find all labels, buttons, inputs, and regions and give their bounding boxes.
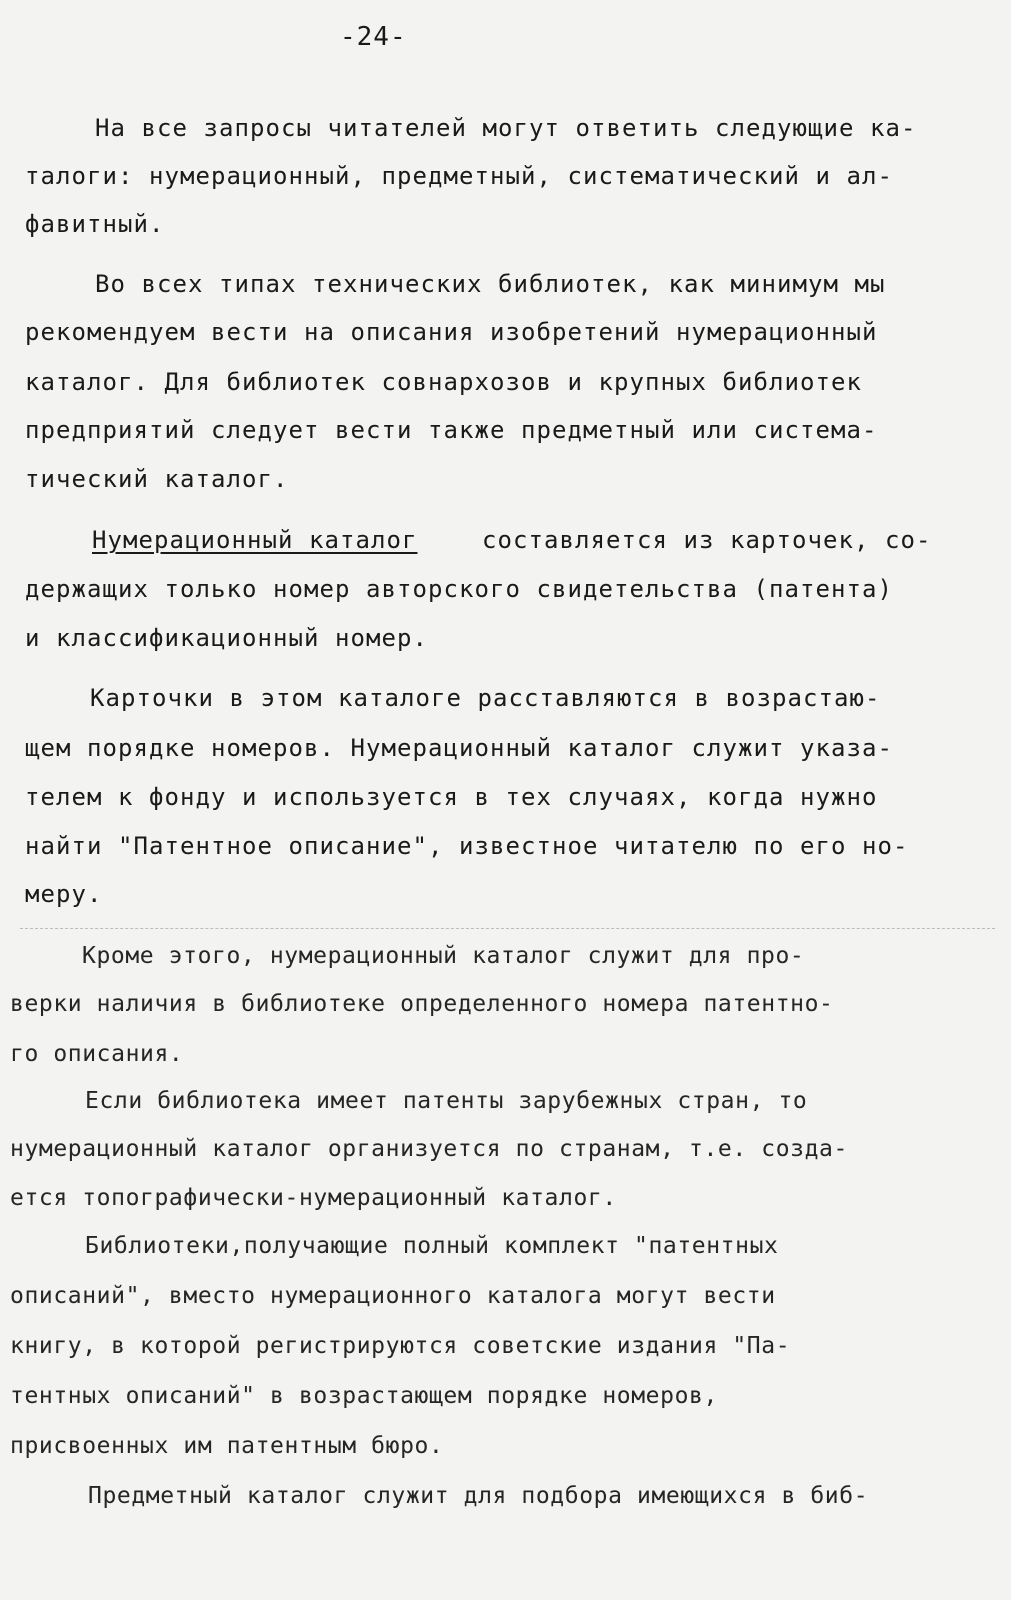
text-line: тический каталог. — [25, 465, 289, 493]
page-number: -24- — [340, 22, 407, 52]
text-line: Если библиотека имеет патенты зарубежных стран, то — [85, 1088, 808, 1114]
text-line: На все запросы читателей могут ответить следующие ка- — [95, 114, 917, 142]
text-line: Во всех типах технических библиотек, как минимум мы — [95, 270, 886, 298]
text-line: Библиотеки,получающие полный комплект "патентных — [85, 1233, 779, 1259]
text-line: нумерационный каталог организуется по странам, т.е. созда- — [10, 1136, 848, 1162]
text-line: описаний", вместо нумерационного каталога могут вести — [10, 1283, 776, 1309]
text-line: тентных описаний" в возрастающем порядке номеров, — [10, 1383, 718, 1409]
lower-text-block — [0, 935, 1011, 1600]
text-line: ется топографически-нумерационный каталог. — [10, 1185, 617, 1211]
text-line: верки наличия в библиотеке определенного номера патентно- — [10, 991, 834, 1017]
text-line: Предметный каталог служит для подбора имеющихся в биб- — [88, 1483, 869, 1509]
page-fold-divider — [20, 928, 995, 929]
text-line: держащих только номер авторского свидетельства (патента) — [25, 575, 893, 603]
text-line: найти "Патентное описание", известное читателю по его но- — [25, 832, 909, 860]
text-line: рекомендуем вести на описания изобретений нумерационный — [25, 318, 878, 346]
text-line: каталог. Для библиотек совнархозов и крупных библиотек — [25, 368, 862, 396]
text-line: го описания. — [10, 1041, 184, 1067]
text-line: составляется из карточек, со- — [482, 526, 932, 554]
text-line: Кроме этого, нумерационный каталог служит для про- — [82, 943, 805, 969]
text-line: талоги: нумерационный, предметный, систематический и ал- — [25, 162, 893, 190]
text-line: Карточки в этом каталоге расставляются в возрастаю- — [90, 684, 881, 712]
text-line: и классификационный номер. — [25, 624, 428, 652]
text-line: телем к фонду и используется в тех случаях, когда нужно — [25, 783, 878, 811]
text-line: присвоенных им патентным бюро. — [10, 1433, 444, 1459]
text-line: меру. — [25, 880, 103, 908]
text-line: фавитный. — [25, 210, 165, 238]
text-line: щем порядке номеров. Нумерационный каталог служит указа- — [25, 734, 893, 762]
underlined-term: Нумерационный каталог — [92, 526, 418, 554]
text-line: предприятий следует вести также предметный или системa- — [25, 416, 878, 444]
text-line: книгу, в которой регистрируются советские издания "Па- — [10, 1333, 791, 1359]
